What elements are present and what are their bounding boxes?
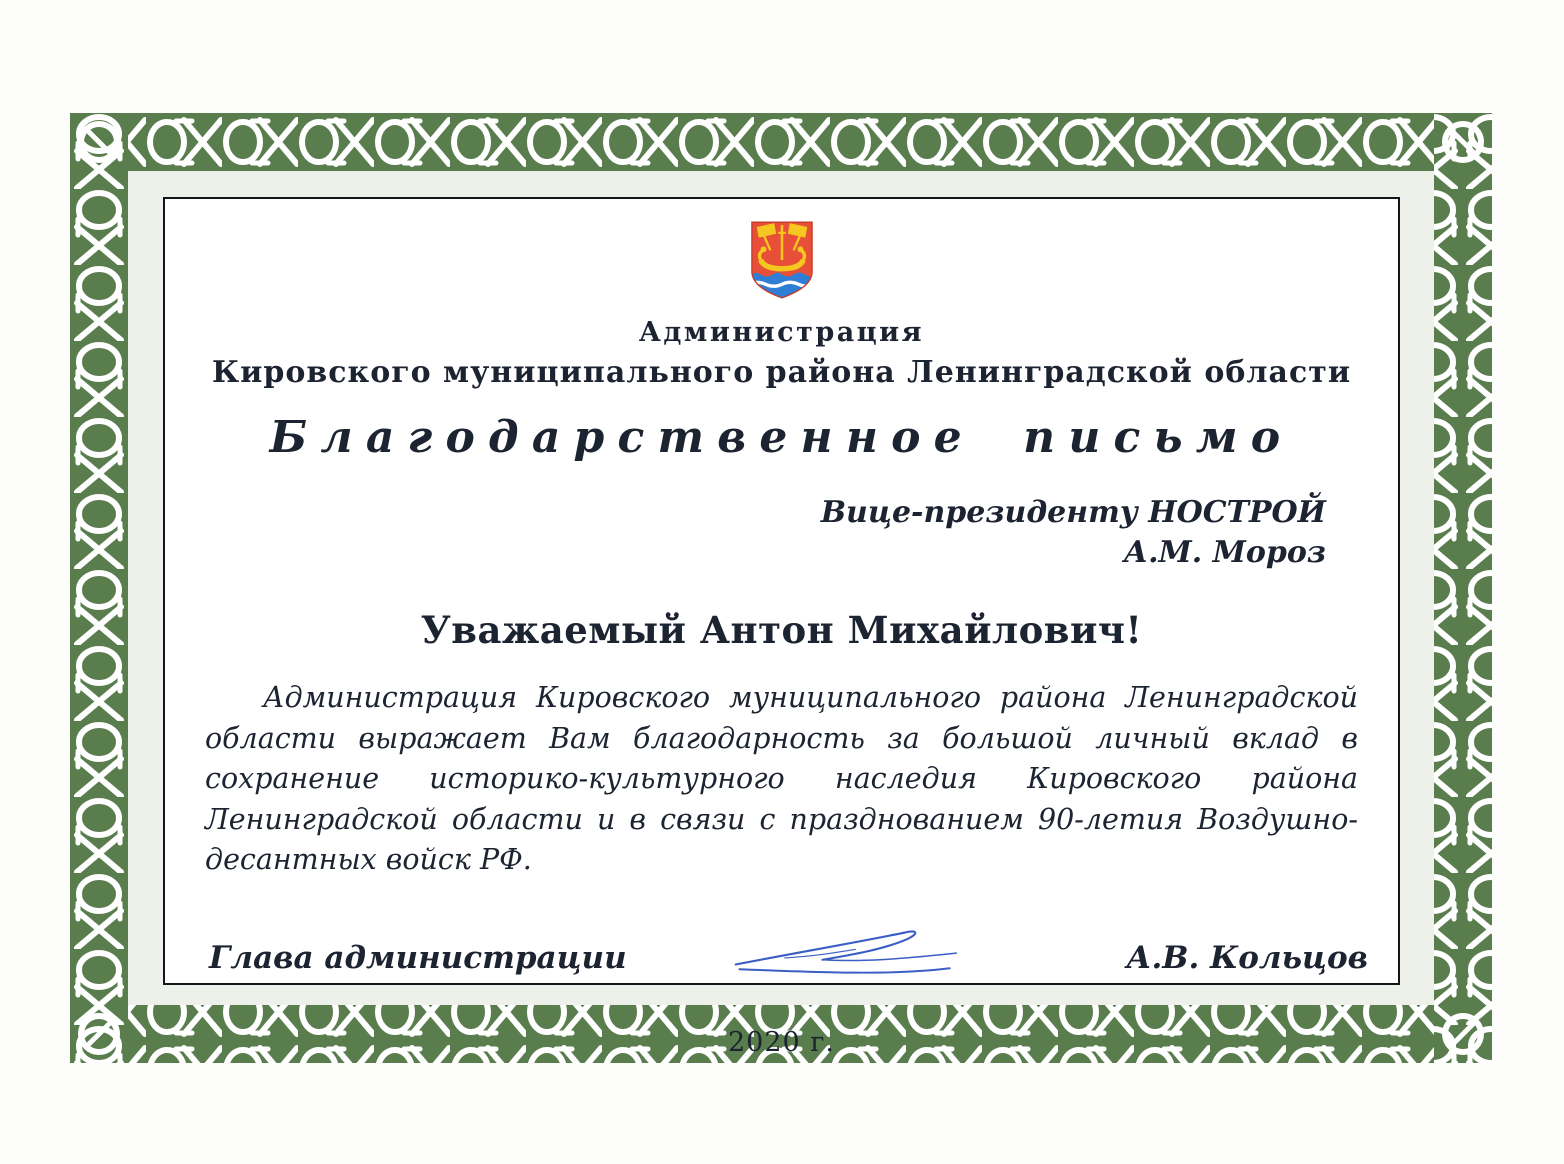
addressee-block	[165, 493, 1398, 572]
salutation: Уважаемый Антон Михайлович!	[420, 608, 1143, 653]
signer-title: Глава администрации	[209, 939, 627, 976]
addressee-name: А.М. Мороз	[1123, 534, 1326, 570]
certificate-title: Благодарственное письмо	[269, 412, 1294, 463]
coat-of-arms-icon	[749, 219, 815, 301]
org-name-line2: Кировского муниципального района Ленинградской области	[211, 355, 1352, 390]
signature-icon	[726, 923, 966, 989]
signature-wrap	[726, 923, 966, 993]
date-line: 2020 г.	[727, 1026, 836, 1058]
certificate-sheet	[163, 197, 1400, 1058]
signature-row	[209, 923, 1368, 993]
addressee-position: Вице-президенту НОСТРОЙ	[820, 495, 1326, 530]
certificate-body: Администрация Кировского муниципального района Ленинградской области выражает Вам благодарность за большой личный вклад в сохранение историко-культурного наследия Кировского района Ленинградской области и в связи с празднованием 90-летия Воздушно-десантных войск РФ.	[205, 681, 1358, 877]
org-name-line1: Администрация	[638, 317, 925, 348]
signer-name: А.В. Кольцов	[1126, 939, 1368, 976]
